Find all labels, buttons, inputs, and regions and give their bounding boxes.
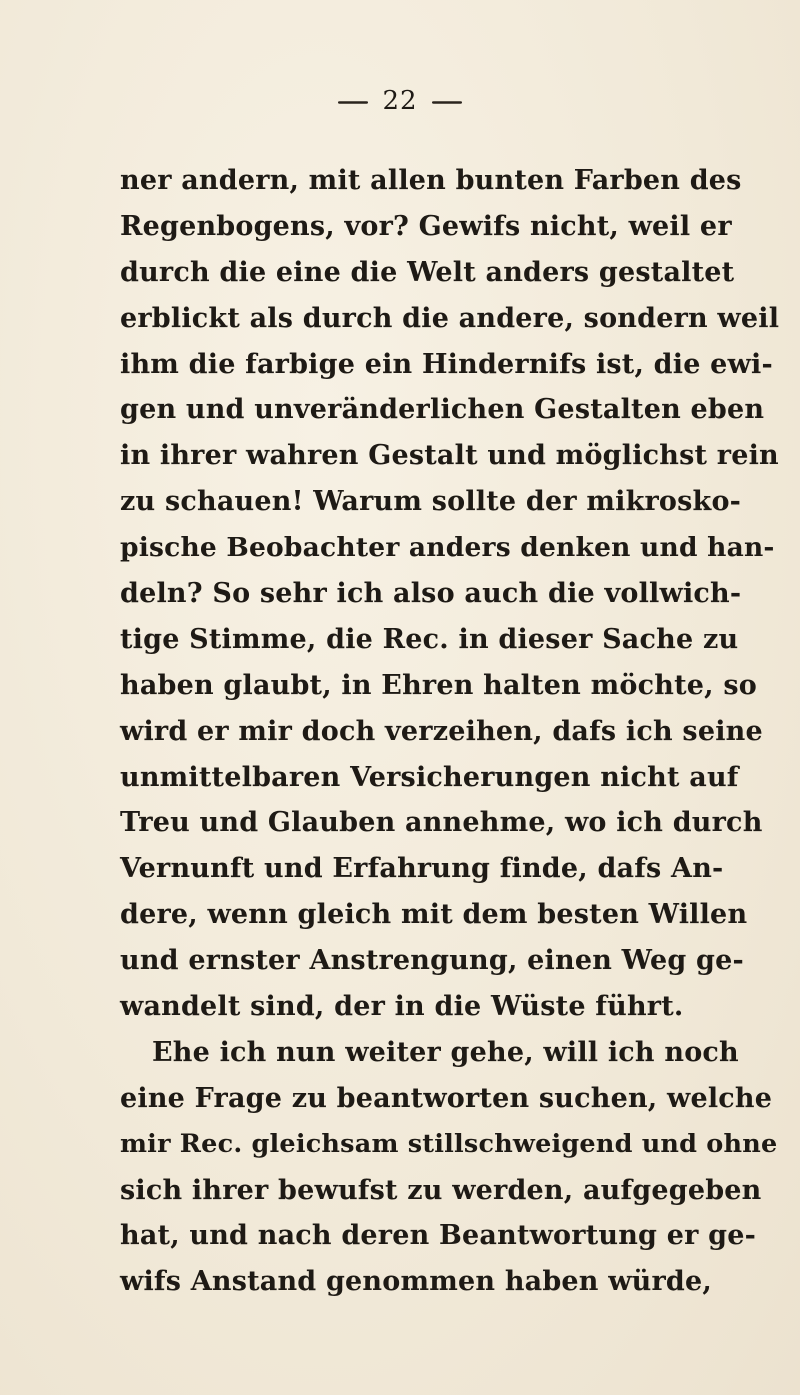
text-line: Regenbogens, vor? Gewifs nicht, weil er bbox=[120, 210, 732, 242]
text-line: sich ihrer bewufst zu werden, aufgegeben bbox=[120, 1174, 762, 1206]
text-line: eine Frage zu beantworten suchen, welche bbox=[120, 1082, 773, 1114]
text-line: erblickt als durch die andere, sondern weil bbox=[120, 302, 780, 334]
text-line: dere, wenn gleich mit dem besten Willen bbox=[120, 899, 748, 931]
text-line: mir Rec. gleichsam stillschweigend und ohne bbox=[120, 1128, 778, 1159]
page-header bbox=[0, 86, 800, 116]
text-line: wandelt sind, der in die Wüste führt. bbox=[120, 991, 684, 1023]
text-line: hat, und nach deren Beantwortung er ge- bbox=[120, 1220, 756, 1252]
left-ornament-dash bbox=[338, 101, 368, 103]
text-line: und ernster Anstrengung, einen Weg ge- bbox=[120, 945, 744, 977]
text-line: ihm die farbige ein Hindernifs ist, die ewi- bbox=[120, 348, 773, 380]
body-text bbox=[120, 158, 780, 1305]
right-ornament-dash bbox=[432, 101, 462, 103]
text-line: wifs Anstand genommen haben würde, bbox=[120, 1266, 712, 1298]
text-line: tige Stimme, die Rec. in dieser Sache zu bbox=[120, 623, 739, 655]
paragraph-start-line: Ehe ich nun weiter gehe, will ich noch bbox=[152, 1036, 739, 1068]
text-line: wird er mir doch verzeihen, dafs ich seine bbox=[120, 715, 763, 747]
text-line: gen und unveränderlichen Gestalten eben bbox=[120, 394, 765, 426]
page-number: 22 bbox=[382, 86, 418, 116]
text-line: pische Beobachter anders denken und han- bbox=[120, 532, 775, 564]
text-line: Vernunft und Erfahrung finde, dafs An- bbox=[120, 853, 724, 885]
text-line: in ihrer wahren Gestalt und möglichst rein bbox=[120, 440, 779, 472]
text-line: unmittelbaren Versicherungen nicht auf bbox=[120, 761, 739, 793]
text-line: durch die eine die Welt anders gestaltet bbox=[120, 256, 735, 288]
text-line: Treu und Glauben annehme, wo ich durch bbox=[120, 807, 763, 839]
text-line: deln? So sehr ich also auch die vollwich- bbox=[120, 578, 742, 610]
text-line: haben glaubt, in Ehren halten möchte, so bbox=[120, 669, 757, 701]
text-line: ner andern, mit allen bunten Farben des bbox=[120, 165, 742, 196]
text-line: zu schauen! Warum sollte der mikrosko- bbox=[120, 486, 742, 518]
